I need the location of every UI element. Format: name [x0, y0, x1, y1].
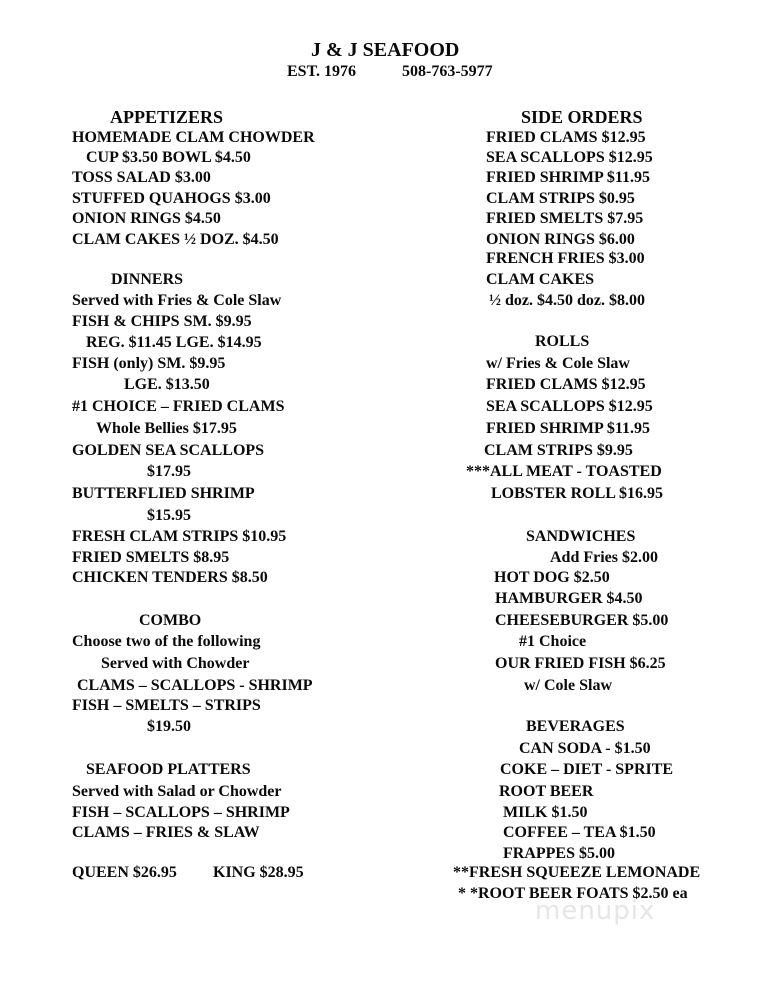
- menu-line: w/ Fries & Cole Slaw: [486, 355, 630, 372]
- menu-line: LGE. $13.50: [124, 376, 210, 393]
- menu-line: SEA SCALLOPS $12.95: [486, 398, 653, 415]
- phone-number: 508-763-5977: [402, 63, 493, 80]
- menu-line: FRIED SMELTS $8.95: [72, 549, 230, 566]
- menu-line: HOT DOG $2.50: [494, 569, 610, 586]
- menu-line: FRIED CLAMS $12.95: [486, 129, 646, 146]
- menu-line: MILK $1.50: [503, 804, 588, 821]
- menu-line: FRAPPES $5.00: [503, 845, 615, 862]
- section-heading-seafood-platters: SEAFOOD PLATTERS: [86, 761, 251, 778]
- menu-line: CLAMS – FRIES & SLAW: [72, 824, 260, 841]
- menu-line: FRESH CLAM STRIPS $10.95: [72, 528, 287, 545]
- menu-line: $17.95: [147, 463, 191, 480]
- section-heading-beverages: BEVERAGES: [526, 718, 625, 735]
- established-year: EST. 1976: [287, 63, 357, 80]
- menu-line: $15.95: [147, 507, 191, 524]
- menu-line: FRIED SHRIMP $11.95: [486, 420, 651, 437]
- menu-line: * *ROOT BEER FOATS $2.50 ea: [458, 885, 688, 902]
- menu-line: CLAM STRIPS $0.95: [486, 190, 635, 207]
- menu-line: CLAM CAKES ½ DOZ. $4.50: [72, 231, 279, 248]
- menu-line: BUTTERFLIED SHRIMP: [72, 485, 255, 502]
- menu-line: OUR FRIED FISH $6.25: [495, 655, 666, 672]
- menu-line-queen: QUEEN $26.95: [72, 864, 177, 881]
- menu-line: ROOT BEER: [499, 783, 594, 800]
- menu-line: TOSS SALAD $3.00: [72, 169, 211, 186]
- menu-line: FRIED CLAMS $12.95: [486, 376, 646, 393]
- menu-line: #1 CHOICE – FRIED CLAMS: [72, 398, 285, 415]
- section-heading-dinners: DINNERS: [111, 271, 184, 288]
- section-heading-sandwiches: SANDWICHES: [526, 528, 636, 545]
- menu-line: Whole Bellies $17.95: [96, 420, 237, 437]
- menu-line-king: KING $28.95: [213, 864, 304, 881]
- menu-line: SEA SCALLOPS $12.95: [486, 149, 653, 166]
- menu-line: FRENCH FRIES $3.00: [486, 250, 645, 267]
- menu-line: CUP $3.50 BOWL $4.50: [86, 149, 251, 166]
- menu-line: Served with Fries & Cole Slaw: [72, 292, 282, 309]
- menu-line: Choose two of the following: [72, 633, 261, 650]
- menu-line: COFFEE – TEA $1.50: [503, 824, 656, 841]
- menu-line: CLAMS – SCALLOPS - SHRIMP: [77, 677, 313, 694]
- menu-line: REG. $11.45 LGE. $14.95: [86, 334, 262, 351]
- menu-line: FISH – SMELTS – STRIPS: [72, 697, 261, 714]
- menu-line: w/ Cole Slaw: [524, 677, 612, 694]
- menu-line: CHICKEN TENDERS $8.50: [72, 569, 268, 586]
- menu-line: Served with Salad or Chowder: [72, 783, 282, 800]
- menu-line: FISH – SCALLOPS – SHRIMP: [72, 804, 290, 821]
- menu-line: STUFFED QUAHOGS $3.00: [72, 190, 271, 207]
- menu-line: FRIED SMELTS $7.95: [486, 210, 644, 227]
- section-heading-appetizers: APPETIZERS: [110, 107, 224, 127]
- menu-line: COKE – DIET - SPRITE: [500, 761, 674, 778]
- menu-line: FISH (only) SM. $9.95: [72, 355, 226, 372]
- menu-line: ½ doz. $4.50 doz. $8.00: [489, 292, 645, 309]
- menu-line: ONION RINGS $6.00: [486, 231, 635, 248]
- menu-line: GOLDEN SEA SCALLOPS: [72, 442, 265, 459]
- menu-line: ***ALL MEAT - TOASTED: [466, 463, 662, 480]
- menupix-watermark: menupix: [535, 896, 656, 926]
- section-heading-side-orders: SIDE ORDERS: [521, 107, 643, 127]
- menu-line: FISH & CHIPS SM. $9.95: [72, 313, 252, 330]
- menu-line: Add Fries $2.00: [550, 549, 658, 566]
- menu-line: LOBSTER ROLL $16.95: [491, 485, 664, 502]
- menu-line: $19.50: [147, 718, 191, 735]
- menu-line: CHEESEBURGER $5.00: [495, 612, 669, 629]
- section-heading-rolls: ROLLS: [535, 333, 590, 350]
- menu-line: CLAM STRIPS $9.95: [484, 442, 633, 459]
- menu-line: HAMBURGER $4.50: [495, 590, 643, 607]
- section-heading-combo: COMBO: [139, 612, 202, 629]
- menu-line: ONION RINGS $4.50: [72, 210, 221, 227]
- menu-line: FRIED SHRIMP $11.95: [486, 169, 651, 186]
- menu-line: CAN SODA - $1.50: [519, 740, 651, 757]
- menu-line: CLAM CAKES: [486, 271, 595, 288]
- menu-line: #1 Choice: [519, 633, 587, 650]
- menu-line: HOMEMADE CLAM CHOWDER: [72, 129, 315, 146]
- menu-line: Served with Chowder: [101, 655, 250, 672]
- menu-line: **FRESH SQUEEZE LEMONADE: [453, 864, 701, 881]
- restaurant-name: J & J SEAFOOD: [311, 39, 460, 61]
